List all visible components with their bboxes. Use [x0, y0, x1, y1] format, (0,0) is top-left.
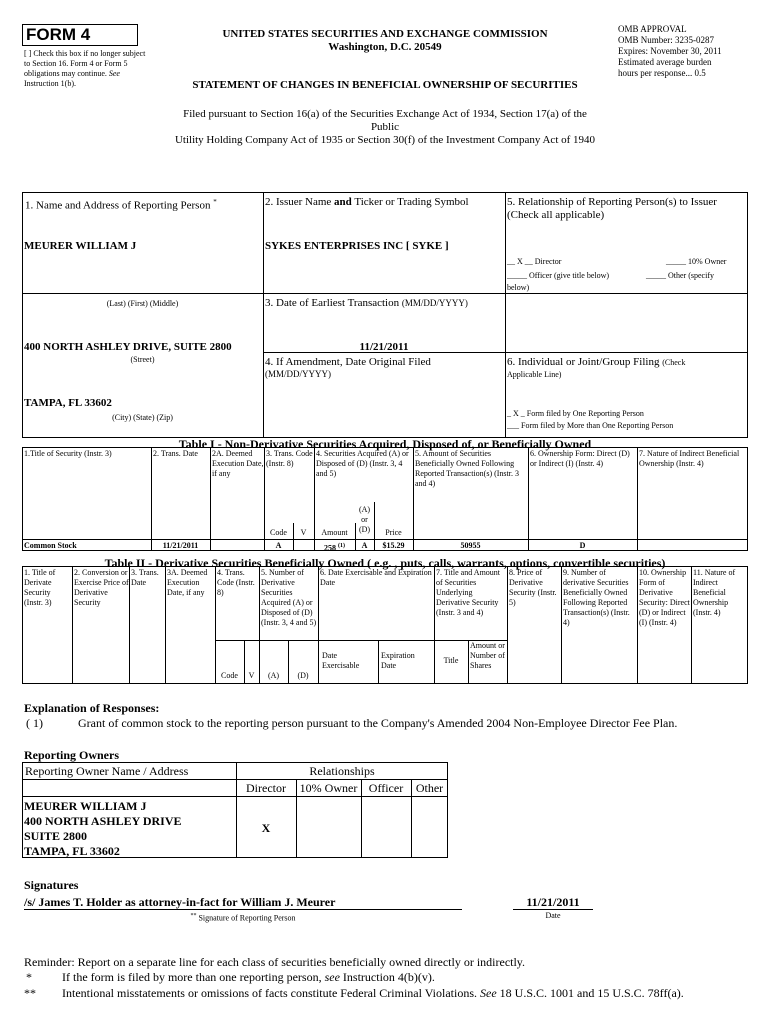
- owners-col-ten: 10% Owner: [299, 781, 358, 795]
- t1-h-code: 3. Trans. Code (Instr. 8): [266, 449, 313, 468]
- other-check: _____ Other (specify: [646, 271, 714, 280]
- signature-text: /s/ James T. Holder as attorney-in-fact for William J. Meurer: [24, 895, 336, 909]
- t2-h-underlying: 7. Title and Amount of Securities Underlying Derivative Security (Instr. 3 and 4): [436, 568, 501, 617]
- box1-label: 1. Name and Address of Reporting Person *: [25, 198, 217, 212]
- explanation-heading: Explanation of Responses:: [24, 701, 160, 715]
- t2-h-code: 4. Trans. Code (Instr. 8): [217, 568, 255, 597]
- agency-line1: UNITED STATES SECURITIES AND EXCHANGE COMMISSION: [222, 28, 548, 40]
- t1-sub-price: Price: [385, 528, 402, 537]
- explanation-num: ( 1): [26, 716, 43, 730]
- t2-h-number-owned: 9. Number of derivative Securities Beneficially Owned Following Reported Transaction(s) (Instr. 4): [563, 568, 630, 627]
- table1-title: Table I - Non-Derivative Securities Acquired, Disposed of, or Beneficially Owned: [178, 437, 592, 451]
- t2-sub-title: Title: [443, 656, 459, 665]
- t2-h-deemed: 3A. Deemed Execution Date, if any: [167, 568, 208, 597]
- city-label: (City) (State) (Zip): [112, 413, 173, 422]
- t1-h-nature: 7. Nature of Indirect Beneficial Ownership (Instr. 4): [639, 449, 740, 468]
- filed-by-more: ___ Form filed by More than One Reporting Person: [507, 421, 674, 430]
- box5-label: 5. Relationship of Reporting Person(s) to Issuer (Check all applicable): [507, 196, 717, 221]
- reminder: Reminder: Report on a separate line for each class of securities beneficially owned directly or indirectly.: [24, 955, 526, 969]
- t2-sub-d: (D): [297, 671, 309, 680]
- table2-title: Table II - Derivative Securities Beneficially Owned ( e.g. , puts, calls, warrants, options, convertible securities): [104, 556, 666, 570]
- t1-row-price: $15.29: [382, 541, 405, 550]
- t1-row-form: D: [579, 541, 586, 550]
- owners-col-relationships: Relationships: [309, 764, 375, 778]
- officer-check: _____ Officer (give title below): [507, 271, 610, 280]
- earliest-transaction-date: 11/21/2011: [359, 341, 409, 353]
- reporting-person-name: MEURER WILLIAM J: [24, 240, 137, 252]
- t1-row-code: A: [275, 541, 282, 550]
- street-label: (Street): [130, 355, 155, 364]
- t2-h-nature: 11. Nature of Indirect Beneficial Ownership (Instr. 4): [693, 568, 736, 617]
- filed-pursuant: Filed pursuant to Section 16(a) of the Securities Exchange Act of 1934, Section 17(a) of the Public Utility Holding Company Act of 1935 or Section 30(f) of the Investment Company Act of 1940: [174, 108, 596, 146]
- t2-h-conversion: 2. Conversion or Exercise Price of Derivative Security: [74, 568, 129, 607]
- box4-label: 4. If Amendment, Date Original Filed: [265, 356, 431, 368]
- form-title: FORM 4: [26, 25, 91, 44]
- signature-date-label: Date: [545, 911, 561, 920]
- explanation-text: Grant of common stock to the reporting person pursuant to the Company's Amended 2004 Non-Employee Director Fee Plan.: [78, 716, 678, 730]
- footnote1: If the form is filed by more than one reporting person, see Instruction 4(b)(v).: [62, 970, 435, 984]
- t2-sub-a: (A): [267, 671, 280, 680]
- filed-by-one: _ X _ Form filed by One Reporting Person: [507, 409, 644, 418]
- footnote-star2: **: [24, 986, 36, 1000]
- t1-h-acquired: 4. Securities Acquired (A) or Disposed of (D) (Instr. 3, 4 and 5): [316, 449, 409, 478]
- t2-sub-exp: Expiration Date: [381, 651, 415, 670]
- t2-sub-v: V: [248, 671, 255, 680]
- checkbox-note: [ ] Check this box if no longer subject to Section 16. Form 4 or Form 5 obligations may continue. See Instruction 1(b).: [24, 49, 146, 88]
- t1-row-owned: 50955: [460, 541, 481, 550]
- box6-label: 6. Individual or Joint/Group Filing (Check: [507, 356, 686, 368]
- issuer-name: SYKES ENTERPRISES INC [ SYKE ]: [265, 240, 449, 252]
- name-parts-label: (Last) (First) (Middle): [106, 299, 179, 308]
- owners-col-officer: Officer: [368, 781, 404, 795]
- box6-label2: Applicable Line): [507, 370, 562, 379]
- t2-h-number: 5. Number of Derivative Securities Acquired (A) or Disposed of (D) (Instr. 3, 4 and 5): [261, 568, 317, 627]
- statement-title: STATEMENT OF CHANGES IN BENEFICIAL OWNERSHIP OF SECURITIES: [192, 79, 578, 91]
- box4-format: (MM/DD/YYYY): [265, 369, 331, 379]
- t1-row-date: 11/21/2011: [162, 541, 199, 550]
- t2-h-date: 3. Trans. Date: [131, 568, 159, 587]
- owners-col-name: Reporting Owner Name / Address: [25, 764, 189, 778]
- box2-label: 2. Issuer Name and Ticker or Trading Symbol: [265, 196, 469, 208]
- ten-percent-owner-check: _____ 10% Owner: [666, 257, 727, 266]
- owners-heading: Reporting Owners: [24, 748, 119, 762]
- t2-h-title: 1. Title of Derivate Security (Instr. 3): [24, 568, 56, 607]
- t2-h-ownership-form: 10. Ownership Form of Derivative Security: Direct (D) or Indirect (I) (Instr. 4): [639, 568, 690, 627]
- t1-h-date: 2. Trans. Date: [153, 449, 198, 458]
- t2-sub-code: Code: [221, 671, 238, 680]
- reporting-street: 400 NORTH ASHLEY DRIVE, SUITE 2800: [24, 341, 232, 353]
- t1-row-amount: 258 $^{(1)}$: [324, 543, 345, 553]
- t1-sub-v: V: [300, 528, 307, 537]
- signatures-heading: Signatures: [24, 878, 79, 892]
- t1-row-ad: A: [361, 541, 368, 550]
- footnote2: Intentional misstatements or omissions of facts constitute Federal Criminal Violations. See 18 U.S.C. 1001 and 15 U.S.C. 78ff(a).: [62, 986, 684, 1000]
- box3-label: 3. Date of Earliest Transaction (MM/DD/YYYY): [265, 297, 468, 309]
- omb-approval: OMB APPROVAL OMB Number: 3235-0287 Expires: November 30, 2011 Estimated average burden hours per response... 0.5: [618, 24, 722, 78]
- t2-sub-amount: Amount or Number of Shares: [470, 641, 505, 670]
- footnote-star1: *: [26, 970, 32, 984]
- owners-col-other: Other: [415, 781, 444, 795]
- owner-director-mark: X: [261, 821, 271, 835]
- t1-sub-code: Code: [270, 528, 287, 537]
- t1-sub-ad: (A) or (D): [358, 505, 371, 534]
- other-below: below): [507, 283, 530, 292]
- t1-h-deemed: 2A. Deemed Execution Date, if any: [212, 449, 264, 478]
- signature-date: 11/21/2011: [526, 895, 580, 909]
- owner-address: MEURER WILLIAM J 400 NORTH ASHLEY DRIVE SUITE 2800 TAMPA, FL 33602: [24, 799, 182, 858]
- t2-h-exercisable: 6. Date Exercisable and Expiration Date: [320, 568, 432, 587]
- owners-col-director: Director: [246, 781, 286, 795]
- t1-h-title: 1.Title of Security (Instr. 3): [24, 449, 112, 458]
- reporting-boxes: [22, 192, 748, 438]
- reporting-city: TAMPA, FL 33602: [24, 397, 112, 409]
- agency-line2: Washington, D.C. 20549: [328, 41, 442, 53]
- director-check: __ X __ Director: [507, 257, 562, 266]
- t1-row-title: Common Stock: [24, 541, 77, 550]
- t1-h-ownership-form: 6. Ownership Form: Direct (D) or Indirect (I) (Instr. 4): [530, 449, 630, 468]
- signature-label: ** Signature of Reporting Person: [190, 913, 296, 923]
- t2-sub-date-ex: Date Exercisable: [322, 651, 360, 670]
- t2-h-price: 8. Price of Derivative Security (Instr. 5): [509, 568, 557, 607]
- t1-sub-amount: Amount: [321, 528, 348, 537]
- t1-h-amount-owned: 5. Amount of Securities Beneficially Owned Following Reported Transaction(s) (Instr. 3 and 4): [415, 449, 519, 488]
